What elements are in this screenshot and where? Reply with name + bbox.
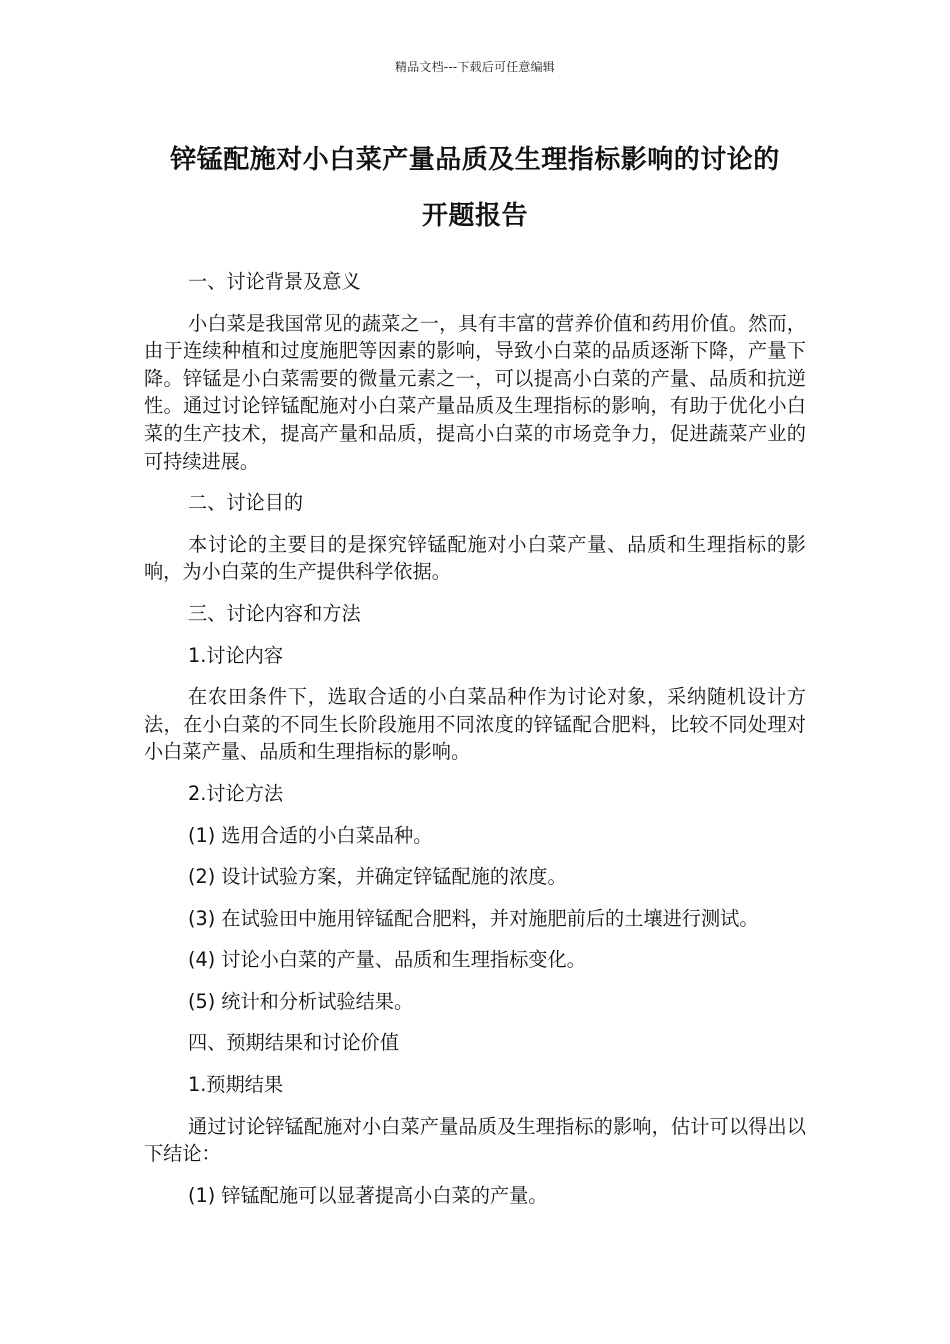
paragraph-expected-results: 通过讨论锌锰配施对小白菜产量品质及生理指标的影响，估计可以得出以下结论： bbox=[144, 1114, 806, 1166]
subheading-methods: 2.讨论方法 bbox=[188, 781, 284, 805]
document-title bbox=[100, 132, 850, 244]
paragraph-purpose: 本讨论的主要目的是探究锌锰配施对小白菜产量、品质和生理指标的影响，为小白菜的生产提供科学依据。 bbox=[144, 532, 806, 584]
title-line-2: 开题报告 bbox=[421, 201, 528, 231]
subheading-content: 1.讨论内容 bbox=[188, 643, 284, 667]
method-item: (5) 统计和分析试验结果。 bbox=[188, 989, 414, 1013]
title-line-1: 锌锰配施对小白菜产量品质及生理指标影响的讨论的 bbox=[170, 145, 780, 175]
method-item: (4) 讨论小白菜的产量、品质和生理指标变化。 bbox=[188, 948, 586, 972]
paragraph-background: 小白菜是我国常见的蔬菜之一，具有丰富的营养价值和药用价值。然而，由于连续种植和过度施肥等因素的影响，导致小白菜的品质逐渐下降，产量下降。锌锰是小白菜需要的微量元素之一，可以提高小白菜的产量、品质和抗逆性。通过讨论锌锰配施对小白菜产量品质及生理指标的影响，有助于优化小白菜的生产技术，提高产量和品质，提高小白菜的市场竞争力，促进蔬菜产业的可持续进展。 bbox=[144, 311, 806, 473]
method-item: (3) 在试验田中施用锌锰配合肥料，并对施肥前后的土壤进行测试。 bbox=[188, 906, 759, 930]
result-item: (1) 锌锰配施可以显著提高小白菜的产量。 bbox=[188, 1183, 548, 1207]
section-heading-background: 一、讨论背景及意义 bbox=[188, 270, 361, 293]
section-heading-expected-results: 四、预期结果和讨论价值 bbox=[188, 1031, 400, 1055]
section-heading-purpose: 二、讨论目的 bbox=[188, 491, 304, 515]
document-body bbox=[144, 268, 806, 1223]
header-note: 精品文档---下载后可任意编辑 bbox=[395, 60, 555, 74]
method-item: (1) 选用合适的小白菜品种。 bbox=[188, 823, 433, 847]
subheading-expected-results: 1.预期结果 bbox=[188, 1073, 284, 1097]
method-item: (2) 设计试验方案，并确定锌锰配施的浓度。 bbox=[188, 865, 567, 889]
section-heading-content-methods: 三、讨论内容和方法 bbox=[188, 601, 361, 625]
paragraph-content: 在农田条件下，选取合适的小白菜品种作为讨论对象，采纳随机设计方法，在小白菜的不同生长阶段施用不同浓度的锌锰配合肥料，比较不同处理对小白菜产量、品质和生理指标的影响。 bbox=[144, 685, 806, 764]
